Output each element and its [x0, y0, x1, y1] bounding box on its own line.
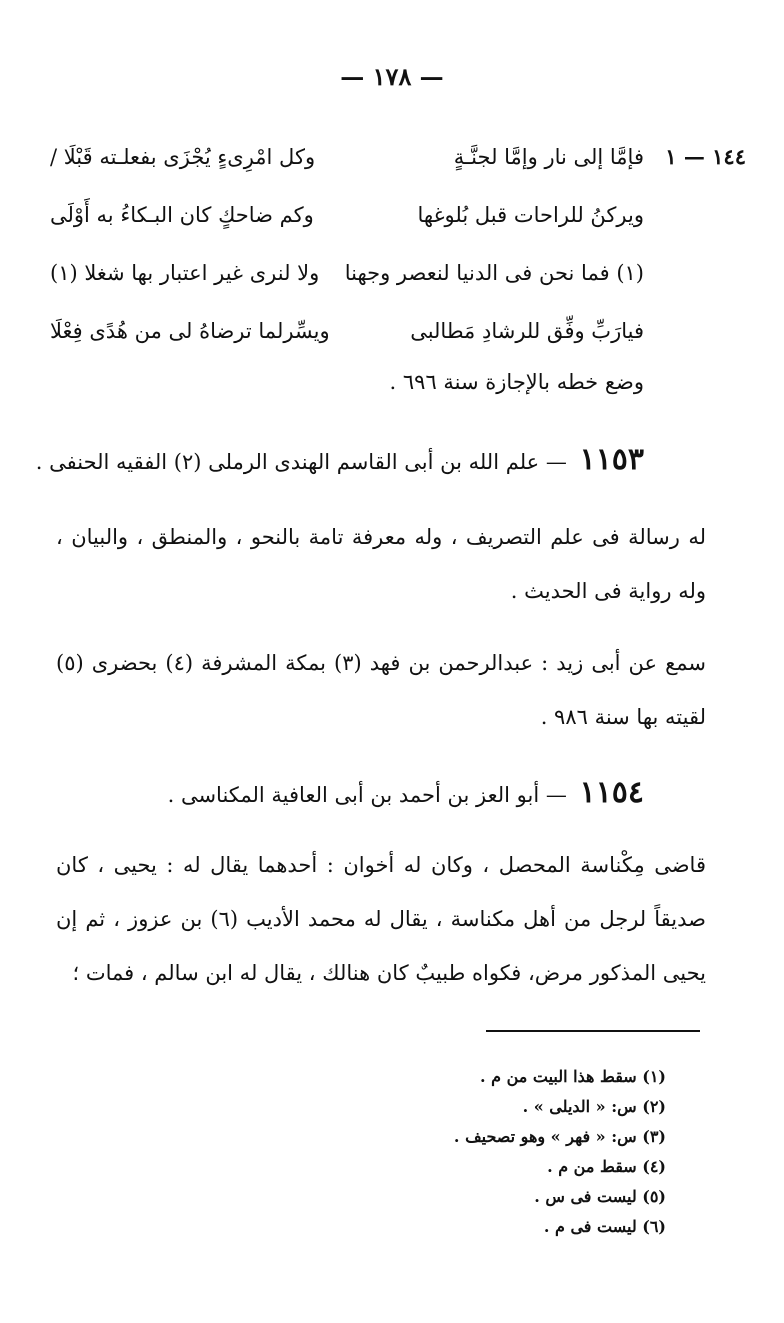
entry-paragraph: له رسالة فى علم التصريف ، وله معرفة تامة بالنحو ، والمنطق ، والبيان ، وله رواية فى الحديث . — [56, 525, 706, 603]
verse-second-hemistich: ويسِّرلما ترضاهُ لى من هُدًى فِعْلَا — [50, 319, 330, 343]
verse-first-hemistich: ويركنُ للراحات قبل بُلوغها — [417, 203, 644, 227]
poem-block — [46, 128, 746, 360]
verse-first-hemistich: فإمَّا إلى نار وإمَّا لجنَّـةٍ — [453, 145, 644, 169]
footnote-item: (٥) ليست فى س . — [534, 1187, 666, 1206]
entry-number: ١١٥٣ — [579, 442, 644, 477]
verse-row — [46, 302, 736, 360]
entry-paragraph: قاضى مِكْناسة المحصل ، وكان له أخوان : أحدهما يقال له : يحيى ، كان صديقاً لرجل من أهل مكناسة ، يقال له محمد الأديب (٦) بن عزوز ، ثم إن يحيى المذكور مرض، فكواه طبيبٌ كان هنالك ، يقال له ابن سالم ، فمات ؛ — [56, 853, 706, 985]
verse-row — [46, 128, 746, 186]
verse-second-hemistich: ولا لنرى غير اعتبار بها شغلا (١) — [50, 261, 320, 285]
entry-paragraph: سمع عن أبى زيد : عبدالرحمن بن فهد (٣) بمكة المشرفة (٤) بحضرى (٥) لقيته بها سنة ٩٨٦ . — [56, 651, 707, 729]
footnote-item: (٦) ليست فى م . — [543, 1217, 666, 1236]
verse-second-hemistich: وكل امْرِىءٍ يُجْزَى بفعلـته قَبْلَا / — [50, 145, 316, 169]
entry-heading-1153 — [36, 442, 644, 477]
verse-second-hemistich: وكم ضاحكٍ كان البـكاءُ به أَوْلَى — [50, 203, 314, 227]
footnote-item: (٣) س: « فهر » وهو تصحيف . — [453, 1127, 666, 1146]
footnote-divider — [486, 1030, 700, 1032]
footnote-item: (١) سقط هذا البيت من م . — [479, 1067, 666, 1086]
footnote-item: (٢) س: « الديلى » . — [522, 1097, 666, 1116]
entry-number: ١١٥٤ — [579, 775, 644, 810]
page-number: — ١٧٨ — — [340, 62, 444, 91]
entry-title: — أبو العز بن أحمد بن أبى العافية المكناسى . — [167, 783, 567, 807]
ijaza-note: وضع خطه بالإجازة سنة ٦٩٦ . — [389, 370, 644, 394]
verse-row — [46, 186, 736, 244]
verse-first-hemistich: فيارَبِّ وفِّق للرشادِ مَطالبى — [410, 319, 644, 343]
footnote-item: (٤) سقط من م . — [547, 1157, 666, 1176]
entry-title: — علم الله بن أبى القاسم الهندى الرملى (٢) الفقيه الحنفى . — [35, 450, 567, 474]
entry-heading-1154 — [168, 775, 644, 810]
verse-reference-marker: ١٤٤ — ١ — [665, 144, 746, 169]
footnotes — [454, 1062, 666, 1242]
verse-row — [46, 244, 736, 302]
verse-first-hemistich: (١) فما نحن فى الدنيا لنعصر وجهنا — [344, 261, 644, 285]
